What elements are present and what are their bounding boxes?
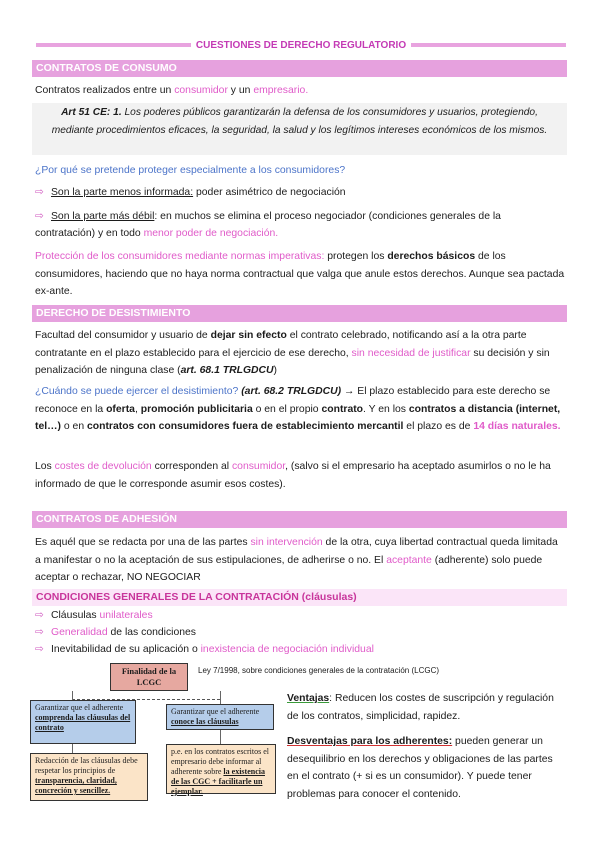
when-b4: contratos a distancia (internet, tel…) — [35, 403, 561, 432]
cgc-b1-text: Cláusulas — [51, 610, 100, 621]
when-b3: contrato — [321, 403, 364, 415]
desventajas-text: pueden generar un desequilibrio en los derechos y obligaciones de las partes en el contrato (+ si es un consumidor). Y puede tener problemas para conocer el contenido. — [287, 736, 553, 800]
desventajas-paragraph — [287, 733, 567, 803]
arrow-icon: ⇨ — [35, 211, 44, 222]
bullet-1-underlined: Son la parte menos informada: — [51, 187, 194, 198]
when-t4: . Y en los — [363, 403, 409, 415]
diag-left2-underlined: transparencia, claridad, concreción y sencillez. — [35, 776, 117, 795]
intro-empresario: empresario. — [253, 85, 309, 96]
when-b1: oferta — [106, 403, 135, 415]
costes-pink-2: consumidor — [231, 461, 286, 472]
costes-pink-1: costes de devolución — [54, 461, 152, 472]
adh-t3: (adherente) solo puede aceptar o rechazar, NO NEGOCIAR — [35, 554, 543, 583]
intro-text-1: Contratos realizados entre un — [35, 85, 175, 96]
bullet-2-text: : en muchos se elimina el proceso negociador (condiciones generales de la contratación) y en todo — [35, 211, 501, 239]
ventajas-label: Ventajas — [287, 693, 330, 704]
section-banner-adhesion: CONTRATOS DE ADHESIÓN — [32, 511, 567, 528]
proteccion-text-1: protegen los — [324, 251, 388, 262]
diagram-line-left-2 — [72, 744, 73, 753]
costes-t3: , (salvo si el empresario ha aceptado asumirlos o no le ha informado de que le corresponde asumir esos costes). — [35, 461, 551, 490]
quote-article: Art 51 CE: 1. — [61, 107, 122, 118]
diagram-ejemplar-box — [166, 744, 276, 794]
def-bold: dejar sin efecto — [210, 330, 287, 341]
diagram-law-caption: Ley 7/1998, sobre condiciones generales de la contratación (LCGC) — [198, 666, 440, 675]
diag-mid-underlined: conoce las cláusulas — [171, 717, 239, 726]
def-pink: sin necesidad de justificar — [351, 347, 471, 359]
subsection-banner-cgc: CONDICIONES GENERALES DE LA CONTRATACIÓN (cláusulas) — [32, 589, 567, 606]
adh-t1: Es aquél que se redacta por una de las partes — [35, 537, 251, 548]
intro-text-2: y un — [227, 85, 254, 96]
cgc-b3-pink: inexistencia de negociación individual — [200, 644, 374, 655]
diag-left-underlined: comprenda las cláusulas del contrato — [35, 713, 131, 732]
arrow-icon: ⇨ — [35, 187, 44, 198]
when-t1: → El plazo establecido para este derecho se reconoce en la — [35, 386, 551, 415]
when-b2: promoción publicitaria — [140, 403, 253, 415]
cgc-bullet-3 — [35, 641, 374, 658]
when-t3: o en el propio — [252, 403, 322, 415]
cgc-b3-text: Inevitabilidad de su aplicación o — [51, 644, 201, 655]
diagram-comprenda-box — [30, 700, 136, 744]
title-line-left — [36, 43, 191, 47]
bullet-2-pink: menor poder de negociación. — [143, 228, 279, 239]
document-title-row — [36, 38, 566, 52]
diagram-line-right-2 — [220, 730, 221, 744]
title-line-right — [411, 43, 566, 47]
costes-t1: Los — [35, 461, 55, 472]
section-banner-desistimiento: DERECHO DE DESISTIMIENTO — [32, 305, 567, 322]
section-banner-contratos-consumo: CONTRATOS DE CONSUMO — [32, 60, 567, 77]
proteccion-bold: derechos básicos — [387, 251, 476, 262]
cgc-b2-text: de las condiciones — [107, 627, 197, 638]
diag-mid2-text: p.e. en los contratos escritos el empresario debe informar al adherente sobre — [171, 747, 269, 776]
def-text-d: su decisión y sin penalización de ninguna clase ( — [35, 347, 550, 376]
diagram-transparencia-box — [30, 753, 148, 801]
def-text-a: Facultad del consumidor y usuario de — [35, 330, 211, 341]
costes-paragraph — [35, 458, 565, 493]
adh-t2: de la otra, cuya libertad contractual queda limitada a manifestar o no la aceptación de sus estipulaciones, de adherirse o no. El — [35, 537, 558, 566]
adhesion-paragraph — [35, 534, 565, 587]
desventajas-label: Desventajas para los adherentes: — [287, 736, 453, 747]
diag-mid2-underlined: la existencia de las CGC + facilitarle un ejemplar. — [171, 767, 265, 796]
arrow-icon: ⇨ — [35, 627, 44, 638]
costes-t2: corresponden al — [151, 461, 232, 472]
adh-pink-2: aceptante — [386, 554, 432, 566]
adh-pink-1: sin intervención — [250, 537, 323, 548]
when-t5: o en — [60, 421, 87, 432]
diagram-conoce-box — [166, 704, 274, 730]
proteccion-text-2: de los consumidores, haciendo que no haya norma contractual que valga que anule estos derechos. Aunque sea pactada ex-ante. — [35, 251, 565, 297]
desistimiento-when — [35, 383, 565, 436]
diag-mid-text: Garantizar que el adherente — [171, 707, 260, 716]
proteccion-paragraph — [35, 248, 565, 301]
diagram-line-left — [72, 691, 73, 700]
def-text-f: ) — [273, 365, 278, 376]
bullet-menos-informada — [35, 184, 565, 201]
document-title: CUESTIONES DE DERECHO REGULATORIO — [195, 39, 407, 51]
diagram-finalidad-box: Finalidad de la LCGC — [110, 663, 188, 691]
when-article: (art. 68.2 TRLGDCU) — [241, 386, 342, 397]
def-article: art. 68.1 TRLGDCU — [180, 365, 274, 376]
art51-quote-box — [32, 103, 567, 155]
cgc-bullet-1 — [35, 607, 153, 624]
cgc-bullet-2 — [35, 624, 196, 641]
cgc-b2-pink: Generalidad — [51, 627, 108, 638]
arrow-icon: ⇨ — [35, 644, 44, 655]
intro-consumidor: consumidor — [174, 85, 228, 96]
bullet-mas-debil — [35, 208, 525, 242]
quote-text: Los poderes públicos garantizarán la defensa de los consumidores y usuarios, protegiendo, mediante procedimientos eficaces, la seguridad, la salud y los legítimos intereses económicos de los mismos. — [51, 107, 548, 136]
desistimiento-definition — [35, 327, 565, 380]
ventajas-text: : Reducen los costes de suscripción y regulación de los contratos, simplicidad, rapidez. — [287, 693, 554, 722]
intro-paragraph — [35, 82, 565, 100]
cgc-b1-pink: unilaterales — [99, 610, 153, 621]
diagram-line-right — [220, 691, 221, 704]
when-b5: contratos con consumidores fuera de establecimiento mercantil — [86, 421, 404, 432]
when-days: 14 días naturales. — [473, 421, 561, 432]
diag-left2-text: Redacción de las cláusulas debe respetar los principios de — [35, 756, 138, 775]
proteccion-lead: Protección de los consumidores mediante normas imperativas: — [35, 251, 325, 262]
def-text-c: el contrato celebrado, notificando así a la otra parte contratante en el plazo establecido para el ejercicio de ese derecho, — [35, 330, 527, 359]
bullet-2-underlined: Son la parte más débil — [51, 211, 155, 222]
bullet-1-text: poder asimétrico de negociación — [193, 187, 346, 198]
when-question: ¿Cuándo se puede ejercer el desistimiento? — [35, 386, 239, 397]
arrow-icon: ⇨ — [35, 610, 44, 621]
question-proteger: ¿Por qué se pretende proteger especialmente a los consumidores? — [35, 165, 346, 176]
when-t6: el plazo es de — [403, 421, 474, 432]
diag-left-text: Garantizar que el adherente — [35, 703, 124, 712]
when-t2: , — [134, 403, 141, 415]
ventajas-paragraph — [287, 690, 567, 725]
